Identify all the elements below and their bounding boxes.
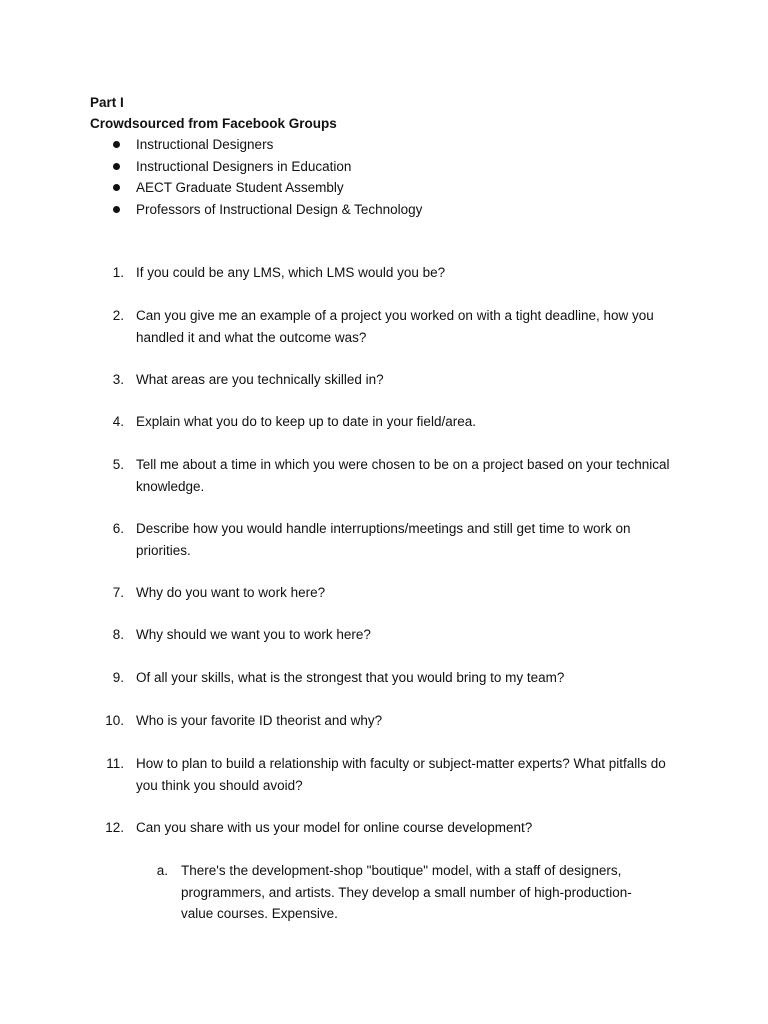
question-number: 3.: [112, 372, 124, 387]
question-number: 2.: [112, 308, 124, 323]
question-number: 11.: [106, 756, 124, 771]
sub-item-text: There's the development-shop "boutique" model, with a staff of designers, programmers, and artists. They develop a small number of high-production-value courses. Expensive.: [181, 863, 632, 921]
question-number: 8.: [112, 627, 124, 642]
question-number: 9.: [112, 670, 124, 685]
question-text: Can you give me an example of a project you worked on with a tight deadline, how you handled it and what the outcome was?: [136, 308, 654, 345]
question-text: Why do you want to work here?: [136, 585, 326, 600]
section-subtitle: Crowdsourced from Facebook Groups: [90, 116, 337, 131]
question-text: If you could be any LMS, which LMS would you be?: [136, 265, 446, 280]
question-number: 7.: [112, 585, 124, 600]
question-text: Who is your favorite ID theorist and why?: [136, 713, 383, 728]
group-name: Instructional Designers: [136, 137, 274, 152]
question-text: Can you share with us your model for online course development?: [136, 820, 533, 835]
bullet-icon: [113, 141, 120, 148]
question-number: 5.: [112, 457, 124, 472]
bullet-icon: [113, 206, 120, 213]
group-name: AECT Graduate Student Assembly: [136, 180, 344, 195]
question-text: Of all your skills, what is the strongest that you would bring to my team?: [136, 670, 565, 685]
question-text: How to plan to build a relationship with faculty or subject-matter experts? What pitfalls do you think you should avoid?: [136, 756, 666, 793]
bullet-icon: [113, 184, 120, 191]
question-number: 10.: [105, 713, 124, 728]
question-text: Why should we want you to work here?: [136, 627, 371, 642]
question-number: 1.: [112, 265, 124, 280]
question-number: 6.: [112, 521, 124, 536]
question-number: 12.: [105, 820, 124, 835]
question-text: What areas are you technically skilled in?: [136, 372, 384, 387]
group-name: Professors of Instructional Design & Technology: [136, 201, 423, 217]
question-number: 4.: [112, 414, 124, 429]
bullet-icon: [113, 163, 120, 170]
question-text: Explain what you do to keep up to date in your field/area.: [136, 414, 476, 429]
part-title: Part I: [90, 95, 124, 110]
question-text: Describe how you would handle interruptions/meetings and still get time to work on priorities.: [136, 521, 631, 558]
group-name: Instructional Designers in Education: [136, 158, 352, 174]
question-text: Tell me about a time in which you were chosen to be on a project based on your technical knowledge.: [136, 457, 670, 494]
sub-item-letter: a.: [156, 863, 168, 878]
